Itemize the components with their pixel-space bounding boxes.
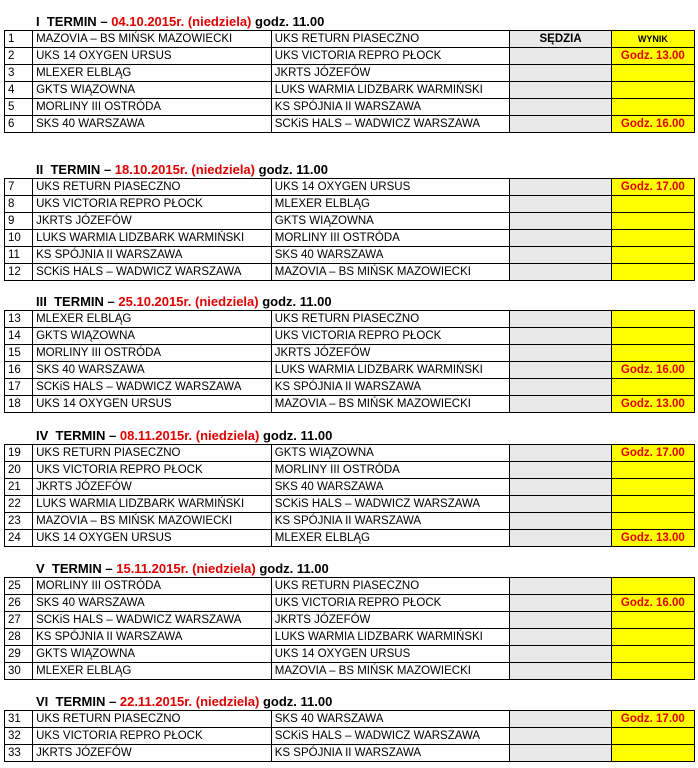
termin-title [0, 692, 698, 712]
match-number: 19 [5, 445, 33, 462]
match-number: 8 [5, 196, 33, 213]
match-row [5, 31, 695, 48]
match-row [5, 99, 695, 116]
match-row [5, 179, 695, 196]
referee-cell[interactable] [510, 99, 611, 116]
termin-title [0, 559, 698, 579]
away-team: KS SPÓJNIA II WARSZAWA [271, 513, 510, 530]
referee-cell[interactable] [510, 445, 611, 462]
away-team: SCKiS HALS – WADWICZ WARSZAWA [271, 496, 510, 513]
referee-cell[interactable] [510, 578, 611, 595]
match-row [5, 646, 695, 663]
match-number: 13 [5, 311, 33, 328]
away-team: UKS 14 OXYGEN URSUS [271, 646, 510, 663]
referee-cell[interactable] [510, 595, 611, 612]
referee-cell[interactable] [510, 116, 611, 133]
result-cell[interactable] [611, 99, 694, 116]
away-team: MAZOVIA – BS MIŃSK MAZOWIECKI [271, 264, 510, 281]
away-team: UKS RETURN PIASECZNO [271, 31, 510, 48]
match-row [5, 513, 695, 530]
away-team: GKTS WIĄZOWNA [271, 213, 510, 230]
termin-word: TERMIN [50, 162, 101, 177]
home-team: MAZOVIA – BS MIŃSK MAZOWIECKI [33, 513, 272, 530]
match-row [5, 578, 695, 595]
termin-time: godz. 11.00 [259, 561, 329, 576]
match-row [5, 445, 695, 462]
result-cell[interactable]: Godz. 16.00 [611, 362, 694, 379]
match-row [5, 496, 695, 513]
termin-number: III [36, 294, 47, 309]
match-row [5, 612, 695, 629]
match-table [4, 577, 695, 680]
away-team: MAZOVIA – BS MIŃSK MAZOWIECKI [271, 396, 510, 413]
home-team: LUKS WARMIA LIDZBARK WARMIŃSKI [33, 230, 272, 247]
referee-cell[interactable] [510, 311, 611, 328]
home-team: UKS VICTORIA REPRO PŁOCK [33, 462, 272, 479]
match-number: 12 [5, 264, 33, 281]
home-team: UKS 14 OXYGEN URSUS [33, 530, 272, 547]
termin-dash: – [103, 162, 112, 177]
match-table [4, 710, 695, 762]
home-team: SKS 40 WARSZAWA [33, 595, 272, 612]
match-row [5, 379, 695, 396]
termin-section [0, 12, 698, 130]
match-number: 15 [5, 345, 33, 362]
match-number: 7 [5, 179, 33, 196]
termin-date: 08.11.2015r. (niedziela) [119, 428, 260, 443]
termin-number: II [36, 162, 44, 177]
match-row [5, 711, 695, 728]
termin-word: TERMIN [55, 428, 106, 443]
match-number: 17 [5, 379, 33, 396]
home-team: JKRTS JÓZEFÓW [33, 213, 272, 230]
referee-cell[interactable] [510, 462, 611, 479]
match-row [5, 328, 695, 345]
away-team: MLEXER ELBLĄG [271, 530, 510, 547]
home-team: MLEXER ELBLĄG [33, 65, 272, 82]
referee-cell[interactable] [510, 230, 611, 247]
match-row [5, 196, 695, 213]
home-team: MAZOVIA – BS MIŃSK MAZOWIECKI [33, 31, 272, 48]
away-team: SKS 40 WARSZAWA [271, 479, 510, 496]
termin-date: 04.10.2015r. (niedziela) [111, 14, 252, 29]
match-number: 29 [5, 646, 33, 663]
match-number: 25 [5, 578, 33, 595]
match-number: 31 [5, 711, 33, 728]
match-number: 30 [5, 663, 33, 680]
referee-cell[interactable] [510, 328, 611, 345]
match-number: 11 [5, 247, 33, 264]
match-row [5, 345, 695, 362]
match-number: 14 [5, 328, 33, 345]
result-cell[interactable] [611, 479, 694, 496]
termin-time: godz. 11.00 [258, 162, 328, 177]
match-number: 20 [5, 462, 33, 479]
match-number: 3 [5, 65, 33, 82]
result-cell[interactable]: Godz. 17.00 [611, 179, 694, 196]
termin-title [0, 160, 698, 180]
result-cell[interactable] [611, 728, 694, 745]
result-cell[interactable]: Godz. 17.00 [611, 711, 694, 728]
away-team: SCKiS HALS – WADWICZ WARSZAWA [271, 116, 510, 133]
match-number: 16 [5, 362, 33, 379]
termin-time: godz. 11.00 [255, 14, 325, 29]
referee-cell[interactable] [510, 213, 611, 230]
away-team: JKRTS JÓZEFÓW [271, 612, 510, 629]
termin-word: TERMIN [46, 14, 97, 29]
home-team: GKTS WIĄZOWNA [33, 328, 272, 345]
home-team: JKRTS JÓZEFÓW [33, 479, 272, 496]
result-cell[interactable] [611, 82, 694, 99]
away-team: LUKS WARMIA LIDZBARK WARMIŃSKI [271, 629, 510, 646]
match-row [5, 663, 695, 680]
away-team: MORLINY III OSTRÓDA [271, 462, 510, 479]
away-team: SCKiS HALS – WADWICZ WARSZAWA [271, 728, 510, 745]
match-number: 26 [5, 595, 33, 612]
home-team: MLEXER ELBLĄG [33, 663, 272, 680]
home-team: SCKiS HALS – WADWICZ WARSZAWA [33, 264, 272, 281]
termin-number: V [36, 561, 45, 576]
home-team: MORLINY III OSTRÓDA [33, 578, 272, 595]
match-table [4, 444, 695, 547]
result-cell[interactable] [611, 264, 694, 281]
away-team: GKTS WIĄZOWNA [271, 445, 510, 462]
termin-time: godz. 11.00 [262, 294, 332, 309]
away-team: KS SPÓJNIA II WARSZAWA [271, 379, 510, 396]
referee-cell[interactable] [510, 379, 611, 396]
termin-section [0, 692, 698, 759]
referee-cell[interactable] [510, 612, 611, 629]
home-team: GKTS WIĄZOWNA [33, 82, 272, 99]
away-team: UKS RETURN PIASECZNO [271, 578, 510, 595]
match-row [5, 728, 695, 745]
result-cell[interactable]: Godz. 17.00 [611, 445, 694, 462]
away-team: UKS VICTORIA REPRO PŁOCK [271, 328, 510, 345]
termin-section [0, 426, 698, 544]
match-number: 23 [5, 513, 33, 530]
termin-title [0, 426, 698, 446]
termin-number: I [36, 14, 40, 29]
home-team: UKS RETURN PIASECZNO [33, 445, 272, 462]
result-cell[interactable]: Godz. 13.00 [611, 396, 694, 413]
match-table [4, 310, 695, 413]
home-team: LUKS WARMIA LIDZBARK WARMIŃSKI [33, 496, 272, 513]
match-row [5, 530, 695, 547]
away-team: JKRTS JÓZEFÓW [271, 345, 510, 362]
result-cell[interactable]: Godz. 16.00 [611, 116, 694, 133]
match-number: 33 [5, 745, 33, 762]
match-number: 5 [5, 99, 33, 116]
termin-date: 22.11.2015r. (niedziela) [119, 694, 260, 709]
away-team: UKS 14 OXYGEN URSUS [271, 179, 510, 196]
result-cell[interactable] [611, 578, 694, 595]
referee-header: SĘDZIA [510, 31, 611, 48]
result-cell[interactable] [611, 345, 694, 362]
match-number: 24 [5, 530, 33, 547]
result-cell[interactable]: Godz. 13.00 [611, 530, 694, 547]
home-team: KS SPÓJNIA II WARSZAWA [33, 247, 272, 264]
referee-cell[interactable] [510, 48, 611, 65]
home-team: MORLINY III OSTRÓDA [33, 345, 272, 362]
referee-cell[interactable] [510, 362, 611, 379]
match-number: 28 [5, 629, 33, 646]
termin-dash: – [105, 561, 113, 576]
termin-dash: – [100, 14, 108, 29]
termin-title [0, 12, 698, 32]
referee-cell[interactable] [510, 530, 611, 547]
home-team: UKS VICTORIA REPRO PŁOCK [33, 196, 272, 213]
away-team: SKS 40 WARSZAWA [271, 247, 510, 264]
match-row [5, 362, 695, 379]
away-team: MLEXER ELBLĄG [271, 196, 510, 213]
match-row [5, 745, 695, 762]
match-table [4, 178, 695, 281]
referee-cell[interactable] [510, 479, 611, 496]
termin-dash: – [109, 694, 117, 709]
home-team: SCKiS HALS – WADWICZ WARSZAWA [33, 379, 272, 396]
match-row [5, 48, 695, 65]
result-cell[interactable] [611, 513, 694, 530]
home-team: KS SPÓJNIA II WARSZAWA [33, 629, 272, 646]
termin-title [0, 292, 698, 312]
match-number: 9 [5, 213, 33, 230]
result-cell[interactable] [611, 462, 694, 479]
home-team: GKTS WIĄZOWNA [33, 646, 272, 663]
match-row [5, 462, 695, 479]
match-number: 22 [5, 496, 33, 513]
result-cell[interactable] [611, 311, 694, 328]
result-cell[interactable] [611, 646, 694, 663]
match-row [5, 82, 695, 99]
match-number: 18 [5, 396, 33, 413]
result-cell[interactable] [611, 247, 694, 264]
result-cell[interactable] [611, 663, 694, 680]
away-team: SKS 40 WARSZAWA [271, 711, 510, 728]
away-team: UKS RETURN PIASECZNO [271, 311, 510, 328]
home-team: SKS 40 WARSZAWA [33, 362, 272, 379]
match-row [5, 629, 695, 646]
away-team: JKRTS JÓZEFÓW [271, 65, 510, 82]
referee-cell[interactable] [510, 65, 611, 82]
result-cell[interactable] [611, 328, 694, 345]
away-team: MORLINY III OSTRÓDA [271, 230, 510, 247]
home-team: UKS 14 OXYGEN URSUS [33, 396, 272, 413]
referee-cell[interactable] [510, 513, 611, 530]
match-number: 1 [5, 31, 33, 48]
result-cell[interactable] [611, 65, 694, 82]
referee-cell[interactable] [510, 345, 611, 362]
referee-cell[interactable] [510, 82, 611, 99]
result-cell[interactable] [611, 745, 694, 762]
result-cell[interactable] [611, 196, 694, 213]
referee-cell[interactable] [510, 496, 611, 513]
termin-time: godz. 11.00 [262, 694, 333, 709]
referee-cell[interactable] [510, 396, 611, 413]
termin-number: IV [36, 428, 49, 443]
referee-cell[interactable] [510, 745, 611, 762]
away-team: KS SPÓJNIA II WARSZAWA [271, 99, 510, 116]
match-number: 32 [5, 728, 33, 745]
match-row [5, 65, 695, 82]
termin-section [0, 559, 698, 677]
referee-cell[interactable] [510, 629, 611, 646]
referee-cell[interactable] [510, 179, 611, 196]
result-cell[interactable] [611, 213, 694, 230]
home-team: MORLINY III OSTRÓDA [33, 99, 272, 116]
match-number: 2 [5, 48, 33, 65]
match-number: 10 [5, 230, 33, 247]
result-cell[interactable] [611, 379, 694, 396]
referee-cell[interactable] [510, 196, 611, 213]
referee-cell[interactable] [510, 728, 611, 745]
termin-section [0, 160, 698, 278]
home-team: UKS 14 OXYGEN URSUS [33, 48, 272, 65]
termin-section [0, 292, 698, 410]
result-header: WYNIK [611, 31, 694, 48]
termin-number: VI [36, 694, 49, 709]
termin-word: TERMIN [55, 694, 106, 709]
away-team: UKS VICTORIA REPRO PŁOCK [271, 48, 510, 65]
match-row [5, 213, 695, 230]
away-team: KS SPÓJNIA II WARSZAWA [271, 745, 510, 762]
match-number: 21 [5, 479, 33, 496]
match-row [5, 247, 695, 264]
away-team: MAZOVIA – BS MIŃSK MAZOWIECKI [271, 663, 510, 680]
match-row [5, 479, 695, 496]
termin-date: 15.11.2015r. (niedziela) [116, 561, 256, 576]
result-cell[interactable]: Godz. 16.00 [611, 595, 694, 612]
result-cell[interactable]: Godz. 13.00 [611, 48, 694, 65]
referee-cell[interactable] [510, 264, 611, 281]
result-cell[interactable] [611, 230, 694, 247]
home-team: UKS RETURN PIASECZNO [33, 179, 272, 196]
home-team: JKRTS JÓZEFÓW [33, 745, 272, 762]
match-row [5, 311, 695, 328]
away-team: LUKS WARMIA LIDZBARK WARMIŃSKI [271, 82, 510, 99]
termin-date: 25.10.2015r. (niedziela) [118, 294, 259, 309]
termin-time: godz. 11.00 [262, 428, 333, 443]
match-row [5, 396, 695, 413]
result-cell[interactable] [611, 612, 694, 629]
match-row [5, 116, 695, 133]
result-cell[interactable] [611, 496, 694, 513]
match-row [5, 595, 695, 612]
referee-cell[interactable] [510, 646, 611, 663]
home-team: SCKiS HALS – WADWICZ WARSZAWA [33, 612, 272, 629]
home-team: SKS 40 WARSZAWA [33, 116, 272, 133]
termin-word: TERMIN [51, 561, 102, 576]
termin-dash: – [107, 294, 115, 309]
away-team: LUKS WARMIA LIDZBARK WARMIŃSKI [271, 362, 510, 379]
termin-dash: – [109, 428, 117, 443]
match-number: 4 [5, 82, 33, 99]
result-cell[interactable] [611, 629, 694, 646]
match-table [4, 30, 695, 133]
referee-cell[interactable] [510, 247, 611, 264]
home-team: UKS VICTORIA REPRO PŁOCK [33, 728, 272, 745]
match-row [5, 264, 695, 281]
match-number: 27 [5, 612, 33, 629]
home-team: UKS RETURN PIASECZNO [33, 711, 272, 728]
match-number: 6 [5, 116, 33, 133]
match-row [5, 230, 695, 247]
termin-word: TERMIN [54, 294, 104, 309]
referee-cell[interactable] [510, 711, 611, 728]
referee-cell[interactable] [510, 663, 611, 680]
home-team: MLEXER ELBLĄG [33, 311, 272, 328]
termin-date: 18.10.2015r. (niedziela) [114, 162, 255, 177]
away-team: UKS VICTORIA REPRO PŁOCK [271, 595, 510, 612]
